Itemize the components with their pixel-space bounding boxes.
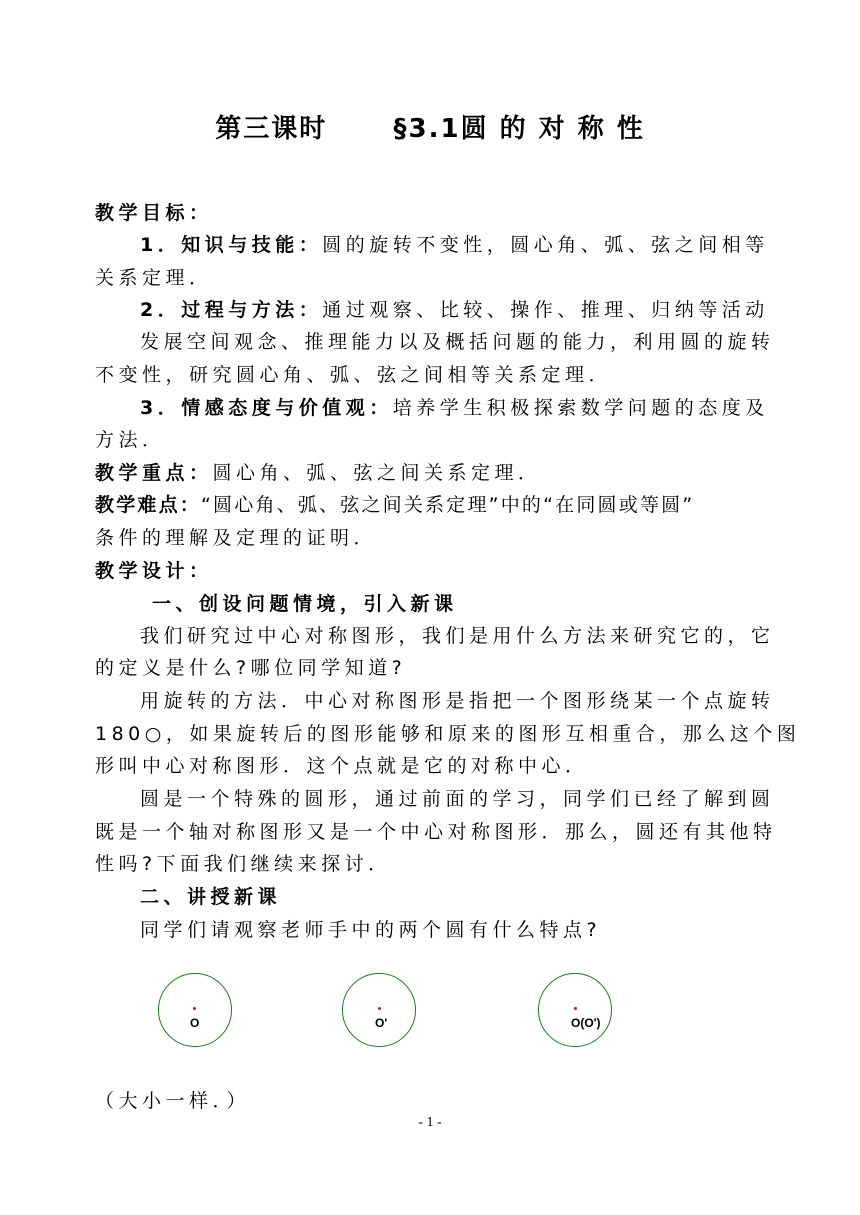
objective-3-cont: 方法．: [95, 429, 166, 451]
circle-overlap-center: [574, 1007, 577, 1010]
circle-o: [158, 973, 232, 1047]
objective-1: [140, 232, 769, 258]
difficulty-text: “圆心角、弧、弦之间关系定理”中的“在同圆或等圆”: [201, 494, 695, 516]
objective-3-text: 培养学生积极探索数学问题的态度及: [392, 397, 769, 419]
key-point: [95, 460, 542, 486]
paragraph-2-line-1: 用旋转的方法．中心对称图形是指把一个图形绕某一个点旋转: [140, 690, 775, 712]
key-point-label: 教学重点：: [95, 462, 213, 484]
paragraph-2-line-2: 180○，如果旋转后的图形能够和原来的图形互相重合，那么这个图: [95, 723, 801, 745]
circle-o-center: [193, 1007, 196, 1010]
paragraph-1-line-1: 我们研究过中心对称图形，我们是用什么方法来研究它的，它: [140, 625, 775, 647]
objective-2-label: 2．过程与方法：: [140, 299, 323, 321]
objective-1-text: 圆的旋转不变性，圆心角、弧、弦之间相等: [322, 234, 769, 256]
paragraph-3-line-1: 圆是一个特殊的圆形，通过前面的学习，同学们已经了解到圆: [140, 788, 775, 810]
section-2-heading: 二、讲授新课: [140, 886, 282, 908]
design-heading: 教学设计：: [95, 560, 213, 582]
difficulty-label: 教学难点：: [95, 494, 202, 516]
page-number: - 1 -: [418, 1115, 442, 1130]
objectives-heading: 教学目标：: [95, 202, 213, 224]
objective-2-cont-2: 不变性，研究圆心角、弧、弦之间相等关系定理．: [95, 364, 613, 386]
paragraph-2-line-3: 形叫中心对称图形．这个点就是它的对称中心．: [95, 755, 589, 777]
difficulty-cont: 条件的理解及定理的证明．: [95, 527, 378, 549]
circle-overlap: [538, 973, 612, 1047]
objective-2-text: 通过观察、比较、操作、推理、归纳等活动: [322, 299, 769, 321]
circle-o-label: O: [190, 1016, 200, 1030]
objective-2: [140, 297, 769, 323]
page-title: 第三课时 §3.1圆 的 对 称 性: [215, 114, 645, 144]
objective-3-label: 3．情感态度与价值观：: [140, 397, 393, 419]
paragraph-3-line-2: 既是一个轴对称图形又是一个中心对称图形．那么，圆还有其他特: [95, 821, 777, 843]
section-1-heading: 一、创设问题情境，引入新课: [152, 593, 458, 615]
circle-o-prime: [342, 973, 416, 1047]
objective-1-cont: 关系定理．: [95, 267, 213, 289]
answer-text: （大小一样．）: [95, 1090, 251, 1112]
paragraph-4: 同学们请观察老师手中的两个圆有什么特点?: [140, 919, 602, 941]
circle-o-prime-label: O': [375, 1016, 388, 1030]
objective-1-label: 1．知识与技能：: [140, 234, 323, 256]
objective-3: [140, 395, 769, 421]
paragraph-1-line-2: 的定义是什么?哪位同学知道?: [95, 657, 407, 679]
circle-o-prime-center: [378, 1007, 381, 1010]
key-point-text: 圆心角、弧、弦之间关系定理．: [212, 462, 542, 484]
circle-overlap-label: O(O'): [571, 1016, 601, 1030]
paragraph-3-line-3: 性吗?下面我们继续来探讨．: [95, 853, 392, 875]
difficulty: [95, 492, 694, 518]
objective-2-cont-1: 发展空间观念、推理能力以及概括问题的能力，利用圆的旋转: [140, 331, 775, 353]
